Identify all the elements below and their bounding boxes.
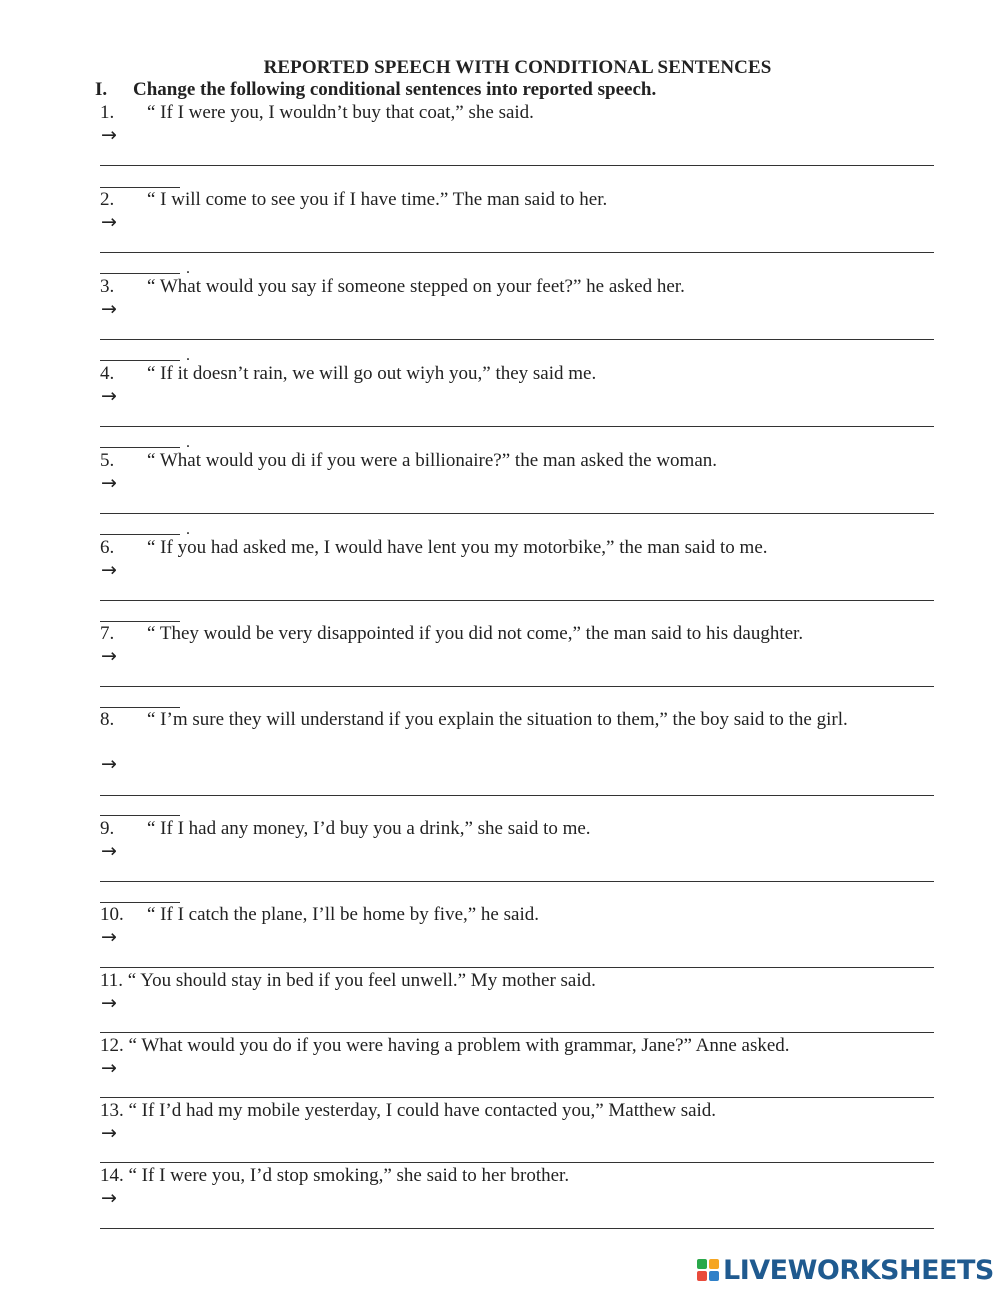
answer-line-6[interactable]	[100, 600, 934, 601]
question-text: “ They would be very disappointed if you did not come,” the man said to his daughter.	[147, 623, 804, 644]
question-number: 1.	[100, 102, 115, 123]
question-number: 12.	[100, 1035, 124, 1056]
arrow-icon: →	[101, 298, 117, 320]
question-number: 5.	[100, 450, 115, 471]
worksheet-title: REPORTED SPEECH WITH CONDITIONAL SENTENCES	[263, 57, 772, 78]
logo-block-red	[697, 1271, 707, 1281]
section-instruction: Change the following conditional sentences into reported speech.	[133, 79, 657, 100]
underline-stub	[100, 534, 180, 535]
question-8	[100, 708, 945, 731]
answer-line-9[interactable]	[100, 881, 934, 882]
period-mark: .	[186, 347, 190, 364]
question-number: 9.	[100, 818, 115, 839]
question-10	[100, 903, 945, 926]
question-text: “ If you had asked me, I would have lent you my motorbike,” the man said to me.	[147, 537, 768, 558]
logo-block-blue	[709, 1271, 719, 1281]
question-number: 8.	[100, 709, 115, 730]
period-mark: .	[186, 434, 190, 451]
question-11	[100, 969, 945, 992]
question-text: “ I’m sure they will understand if you explain the situation to them,” the boy said to the girl.	[147, 709, 848, 730]
question-text: “ If I were you, I’d stop smoking,” she said to her brother.	[128, 1165, 570, 1186]
section-number: I.	[95, 79, 108, 100]
question-13	[100, 1099, 945, 1122]
question-text: “ You should stay in bed if you feel unwell.” My mother said.	[127, 970, 596, 991]
underline-stub	[100, 360, 180, 361]
answer-line-2[interactable]	[100, 252, 934, 253]
arrow-icon: →	[101, 1122, 117, 1144]
arrow-icon: →	[101, 753, 117, 775]
question-14	[100, 1164, 945, 1187]
question-6	[100, 536, 945, 559]
answer-line-5[interactable]	[100, 513, 934, 514]
question-3	[100, 275, 945, 298]
answer-line-13[interactable]	[100, 1162, 934, 1163]
liveworksheets-logo[interactable]	[697, 1255, 994, 1285]
arrow-icon: →	[101, 211, 117, 233]
underline-stub	[100, 815, 180, 816]
question-text: “ I will come to see you if I have time.” The man said to her.	[147, 189, 608, 210]
period-mark: .	[186, 521, 190, 538]
question-2	[100, 188, 945, 211]
answer-line-11[interactable]	[100, 1032, 934, 1033]
underline-stub	[100, 447, 180, 448]
underline-stub	[100, 273, 180, 274]
answer-line-14[interactable]	[100, 1228, 934, 1229]
question-text: “ What would you say if someone stepped on your feet?” he asked her.	[147, 276, 685, 297]
section-heading	[95, 79, 656, 101]
logo-blocks-icon	[697, 1259, 719, 1281]
arrow-icon: →	[101, 124, 117, 146]
question-1	[100, 101, 945, 124]
question-number: 7.	[100, 623, 115, 644]
question-text: “ If I catch the plane, I’ll be home by five,” he said.	[147, 904, 539, 925]
arrow-icon: →	[101, 472, 117, 494]
answer-line-1[interactable]	[100, 165, 934, 166]
period-mark: .	[186, 260, 190, 277]
question-4	[100, 362, 945, 385]
question-text: “ If I’d had my mobile yesterday, I could have contacted you,” Matthew said.	[128, 1100, 717, 1121]
question-9	[100, 817, 945, 840]
question-number: 6.	[100, 537, 115, 558]
question-text: “ What would you do if you were having a problem with grammar, Jane?” Anne asked.	[128, 1035, 790, 1056]
answer-line-8[interactable]	[100, 795, 934, 796]
question-number: 4.	[100, 363, 115, 384]
question-text: “ If I were you, I wouldn’t buy that coat,” she said.	[147, 102, 534, 123]
logo-block-orange	[709, 1259, 719, 1269]
question-number: 2.	[100, 189, 115, 210]
arrow-icon: →	[101, 645, 117, 667]
arrow-icon: →	[101, 385, 117, 407]
question-12	[100, 1034, 945, 1057]
arrow-icon: →	[101, 1057, 117, 1079]
question-number: 11.	[100, 970, 124, 991]
question-text: “ What would you di if you were a billionaire?” the man asked the woman.	[147, 450, 717, 471]
arrow-icon: →	[101, 992, 117, 1014]
question-number: 14.	[100, 1165, 124, 1186]
answer-line-7[interactable]	[100, 686, 934, 687]
question-7	[100, 622, 945, 645]
question-text: “ If it doesn’t rain, we will go out wiyh you,” they said me.	[147, 363, 597, 384]
arrow-icon: →	[101, 926, 117, 948]
question-number: 10.	[100, 904, 124, 925]
logo-block-green	[697, 1259, 707, 1269]
logo-text: LIVEWORKSHEETS	[723, 1254, 994, 1286]
arrow-icon: →	[101, 1187, 117, 1209]
arrow-icon: →	[101, 559, 117, 581]
answer-line-4[interactable]	[100, 426, 934, 427]
question-5	[100, 449, 945, 472]
arrow-icon: →	[101, 840, 117, 862]
question-number: 3.	[100, 276, 115, 297]
answer-line-3[interactable]	[100, 339, 934, 340]
question-number: 13.	[100, 1100, 124, 1121]
answer-line-12[interactable]	[100, 1097, 934, 1098]
question-text: “ If I had any money, I’d buy you a drink,” she said to me.	[147, 818, 591, 839]
answer-line-10[interactable]	[100, 967, 934, 968]
